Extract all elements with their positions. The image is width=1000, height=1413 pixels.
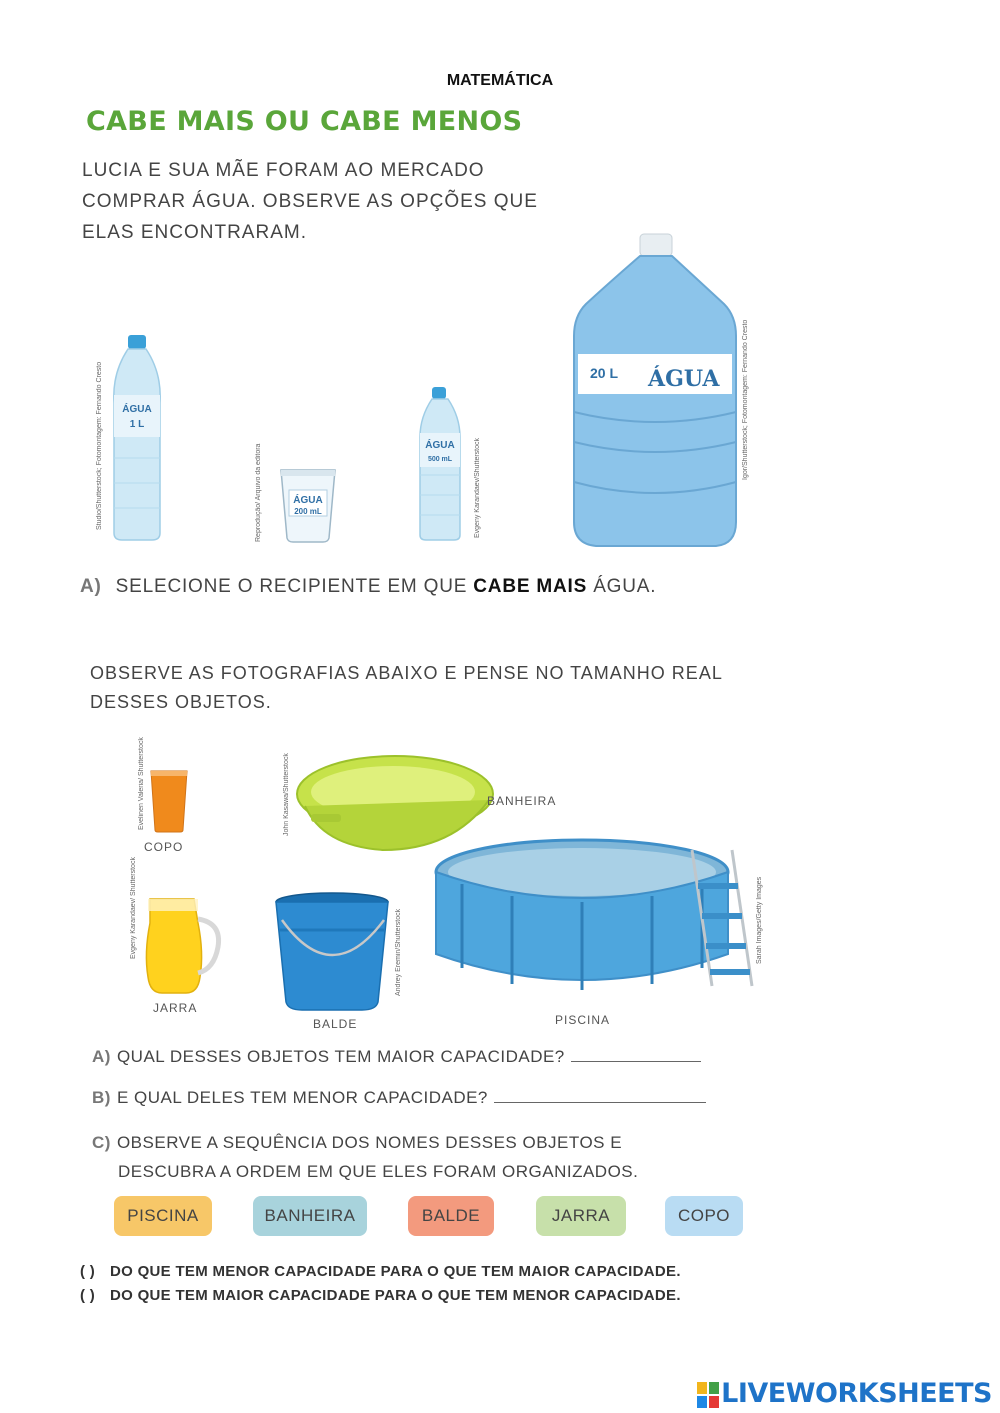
piscina-caption: PISCINA xyxy=(555,1013,611,1027)
copo-credit: Evelinen Valeria/ Shutterstock xyxy=(138,737,145,830)
question-a-letter: A) xyxy=(80,576,102,597)
question-c-text-2: DESCUBRA A ORDEM EM QUE ELES FORAM ORGANIZADOS. xyxy=(118,1162,639,1181)
option-1-text: DO QUE TEM MENOR CAPACIDADE PARA O QUE TEM MAIOR CAPACIDADE. xyxy=(110,1263,681,1280)
bottle-1l-label: ÁGUA xyxy=(122,404,152,415)
cup-label: ÁGUA xyxy=(293,495,323,506)
question-a-text-after: ÁGUA. xyxy=(587,576,657,597)
chip-jarra: JARRA xyxy=(536,1196,626,1236)
cup-volume: 200 mL xyxy=(294,507,322,516)
chip-copo: COPO xyxy=(665,1196,743,1236)
answer-a-field[interactable] xyxy=(571,1047,701,1062)
option-2-checkbox[interactable]: ( ) xyxy=(80,1287,96,1304)
bottle-500ml-volume: 500 mL xyxy=(427,456,453,463)
chip-piscina: PISCINA xyxy=(114,1196,212,1236)
gallon-20l-image[interactable] xyxy=(570,232,740,550)
piscina-image[interactable] xyxy=(432,836,768,1000)
question-a-text-before: SELECIONE O RECIPIENTE EM QUE xyxy=(115,576,474,597)
bottle-1l-volume: 1 L xyxy=(129,419,145,430)
question-a-bold: CABE MAIS xyxy=(473,576,588,597)
copo-caption: COPO xyxy=(144,840,184,854)
question-a-letter-2: A) xyxy=(92,1047,111,1066)
intro-paragraph: LUCIA E SUA MÃE FORAM AO MERCADO COMPRAR ÁGUA. OBSERVE AS OPÇÕES QUE ELAS ENCONTRARAM. xyxy=(82,160,538,243)
jarra-caption: JARRA xyxy=(153,1001,198,1015)
question-a-capacity xyxy=(92,1047,701,1067)
bottle-1l-credit: Studio/Shutterstock; Fotomontagem: Fernando Cresto xyxy=(96,361,103,530)
liveworksheets-logo-text: LIVEWORKSHEETS xyxy=(721,1378,992,1409)
question-c-letter: C) xyxy=(92,1133,111,1152)
bottle-500ml-label: ÁGUA xyxy=(425,440,455,451)
gallon-label: ÁGUA xyxy=(648,366,720,392)
cup-200ml-image[interactable] xyxy=(277,466,339,544)
option-menor-para-maior xyxy=(80,1263,681,1280)
subject-header: MATEMÁTICA xyxy=(446,72,554,89)
question-b-text: E QUAL DELES TEM MENOR CAPACIDADE? xyxy=(116,1088,488,1107)
liveworksheets-logo-icon xyxy=(697,1382,719,1408)
banheira-credit: John Kasawa/Shutterstock xyxy=(283,753,290,836)
jarra-image[interactable] xyxy=(142,893,224,997)
banheira-caption: BANHEIRA xyxy=(487,794,557,808)
balde-credit: Andrey Eremin/Shutterstock xyxy=(395,908,402,996)
piscina-credit: Sarah Images/Getty Images xyxy=(756,876,763,964)
chip-balde: BALDE xyxy=(408,1196,494,1236)
gallon-volume: 20 L xyxy=(590,365,619,381)
question-c-sequence xyxy=(92,1128,638,1186)
balde-image[interactable] xyxy=(272,890,394,1014)
question-b-letter: B) xyxy=(92,1088,111,1107)
worksheet-title: CABE MAIS OU CABE MENOS xyxy=(86,106,523,137)
question-c-text: OBSERVE A SEQUÊNCIA DOS NOMES DESSES OBJETOS E xyxy=(116,1133,623,1152)
option-1-checkbox[interactable]: ( ) xyxy=(80,1263,96,1280)
option-2-text: DO QUE TEM MAIOR CAPACIDADE PARA O QUE TEM MENOR CAPACIDADE. xyxy=(110,1287,681,1304)
question-a-section1 xyxy=(80,576,656,598)
answer-b-field[interactable] xyxy=(494,1088,706,1103)
chip-banheira: BANHEIRA xyxy=(253,1196,367,1236)
question-b-capacity xyxy=(92,1088,706,1108)
copo-image[interactable] xyxy=(148,768,190,834)
balde-caption: BALDE xyxy=(313,1017,358,1031)
gallon-credit: Igor/Shutterstock; Fotomontagem: Fernando Cresto xyxy=(742,319,749,480)
option-maior-para-menor xyxy=(80,1287,681,1304)
jarra-credit: Evgeny Karandaev/ Shutterstock xyxy=(130,857,137,959)
liveworksheets-logo[interactable] xyxy=(697,1378,992,1409)
question-a-text-2: QUAL DESSES OBJETOS TEM MAIOR CAPACIDADE? xyxy=(116,1047,565,1066)
cup-credit: Reprodução/ Arquivo da editora xyxy=(255,443,262,542)
section2-paragraph: OBSERVE AS FOTOGRAFIAS ABAIXO E PENSE NO TAMANHO REAL DESSES OBJETOS. xyxy=(90,663,723,712)
bottle-1l-image[interactable] xyxy=(106,333,168,543)
bottle-500ml-credit: Evgeny Karandaev/Shutterstock xyxy=(474,437,481,538)
bottle-500ml-image[interactable] xyxy=(414,385,466,543)
